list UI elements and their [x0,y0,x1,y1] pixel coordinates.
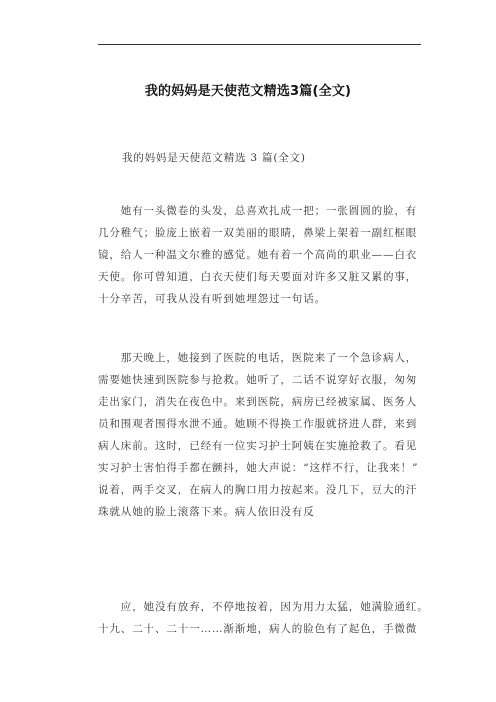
paragraph-line: 那天晚上，她接到了医院的电话，医院来了一个急诊病人， [98,352,418,364]
paragraph-line: 十分辛苦，可我从没有听到她埋怨过一句话。 [98,293,326,305]
document-title: 我的妈妈是天使范文精选3篇(全文) [144,84,352,99]
paragraph-line: 说着，两手交叉，在病人的胸口用力按起来。没几下，豆大的汗 [98,484,418,496]
paragraph-2 [98,347,424,523]
paragraph-line: 病人床前。这时，已经有一位实习护士阿姨在实施抢救了。看见 [98,440,418,452]
document-subtitle: 我的妈妈是天使范文精选 3 篇(全文) [122,152,306,164]
paragraph-line: 员和围观者围得水泄不通。她顾不得换工作服就挤进人群，来到 [98,418,418,430]
paragraph-line: 珠就从她的脸上滚落下来。病人依旧没有反 [98,506,315,518]
paragraph-line: 镜，给人一种温文尔雅的感觉。她有着一个高尚的职业——白衣 [98,249,418,261]
paragraph-3 [98,596,429,640]
paragraph-line: 她有一头微卷的头发，总喜欢扎成一把；一张圆圆的脸，有 [98,205,418,217]
paragraph-line: 天使。你可曾知道，白衣天使们每天要面对许多又脏又累的事， [98,271,418,283]
paragraph-line: 几分稚气；脸庞上嵌着一双美丽的眼睛，鼻梁上架着一副红框眼 [98,227,418,239]
paragraph-line: 需要她快速到医院参与抢救。她听了，二话不说穿好衣服，匆匆 [98,374,418,386]
paragraph-line: 十九、二十、二十一……渐渐地，病人的脸色有了起色，手微微 [98,623,418,635]
paragraph-1 [98,200,424,310]
header-rule [98,44,421,45]
paragraph-line: 走出家门，消失在夜色中。来到医院，病房已经被家属、医务人 [98,396,418,408]
paragraph-line: 实习护士害怕得手都在颤抖，她大声说：“这样不行，让我来！” [98,462,419,474]
paragraph-line: 应，她没有放弃，不停地按着，因为用力太猛，她满脸通红。 [98,601,429,613]
